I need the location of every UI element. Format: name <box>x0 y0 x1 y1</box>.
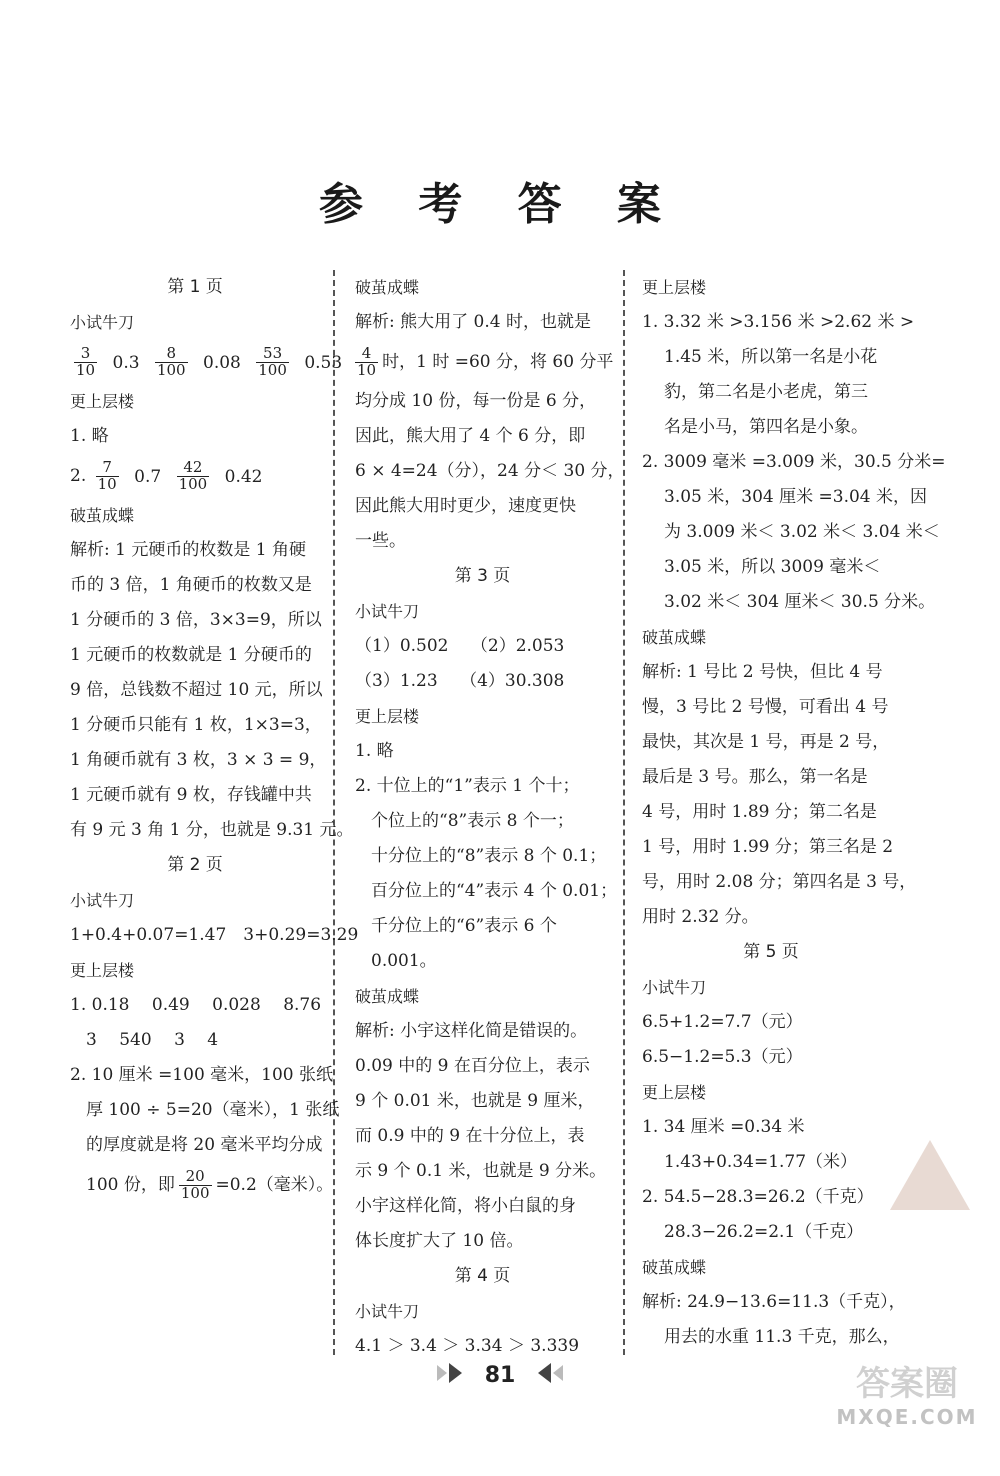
text-line: 3.05 米，所以 3009 毫米＜ <box>664 557 881 577</box>
text-line: 示 9 个 0.1 米，也就是 9 分米。 <box>355 1161 607 1181</box>
watermark-url: MXQE.COM <box>836 1405 978 1429</box>
watermark-text: 答案圈 <box>856 1364 958 1404</box>
answer-fraction-line <box>70 1163 334 1207</box>
text-line: 豹，第二名是小老虎，第三 <box>664 382 868 402</box>
text-line: 1 元硬币就有 9 枚，存钱罐中共 <box>70 785 312 805</box>
text-line: 千分位上的“6”表示 6 个 <box>371 916 557 936</box>
text-line: 1 分硬币只能有 1 枚，1×3=3， <box>70 715 322 735</box>
text-line: 最快，其次是 1 号，再是 2 号， <box>642 732 890 752</box>
answer-line: 1. 略 <box>70 426 109 446</box>
text-line: 体长度扩大了 10 倍。 <box>355 1231 524 1251</box>
section-heading-break: 破茧成蝶 <box>70 506 135 525</box>
column-2 <box>355 270 625 1364</box>
text-line: 币的 3 倍，1 角硬币的枚数又是 <box>70 575 312 595</box>
text-line: 4 号，用时 1.89 分；第二名是 <box>642 802 877 822</box>
item-number: 2. <box>70 466 87 486</box>
text-line: 9 个 0.01 米，也就是 9 厘米， <box>355 1091 595 1111</box>
text-line: 1 分硬币的 3 倍，3×3=9，所以 <box>70 610 322 630</box>
section-heading-try: 小试牛刀 <box>642 978 707 997</box>
text-line: 6 × 4=24（分），24 分＜ 30 分， <box>355 461 625 481</box>
text-line: 因此，熊大用了 4 个 6 分，即 <box>355 426 586 446</box>
section-heading-up: 更上层楼 <box>355 707 420 726</box>
section-heading-up: 更上层楼 <box>642 1083 707 1102</box>
text-line: 用时 2.32 分。 <box>642 907 759 927</box>
answer-line: 1. 0.18 0.49 0.028 8.76 <box>70 995 322 1015</box>
answer-line: 1. 略 <box>355 741 394 761</box>
decimal-value: 0.7 <box>134 466 162 487</box>
decorative-triangle <box>890 1140 970 1210</box>
text-line: 1.45 米，所以第一名是小花 <box>664 347 878 367</box>
text-line-with-fraction <box>355 340 614 384</box>
text-line: 解析: 1 元硬币的枚数是 1 角硬 <box>70 540 306 560</box>
section-heading-break: 破茧成蝶 <box>355 987 420 1006</box>
answer-line: 6.5+1.2=7.7（元） <box>642 1012 803 1032</box>
fraction: $\frac{3}{10}$ <box>76 344 96 379</box>
column-3 <box>642 270 946 1355</box>
answer-fractions-row-1 <box>70 340 343 384</box>
decimal-value: 0.53 <box>304 352 343 373</box>
text-line: 1 角硬币就有 3 枚，3 × 3 = 9， <box>70 750 327 770</box>
text-span: 100 份，即 <box>86 1175 175 1195</box>
text-line: 1 号，用时 1.99 分；第三名是 2 <box>642 837 894 857</box>
text-line: 0.001。 <box>371 951 437 971</box>
section-heading-break: 破茧成蝶 <box>355 278 420 297</box>
text-line: 2. 十位上的“1”表示 1 个十； <box>355 776 580 796</box>
text-line: 1 元硬币的枚数就是 1 分硬币的 <box>70 645 312 665</box>
text-line: 2. 10 厘米 =100 毫米，100 张纸 <box>70 1065 334 1085</box>
answer-line: （1）0.502 （2）2.053 <box>355 636 565 656</box>
text-span: 时，1 时 =60 分，将 60 分平 <box>382 352 614 372</box>
fraction: $\frac{4}{10}$ <box>357 344 377 379</box>
text-line: 个位上的“8”表示 8 个一； <box>371 811 574 831</box>
answer-line: 1+0.4+0.07=1.47 3+0.29=3.29 <box>70 925 359 945</box>
page-number: 81 <box>484 1363 516 1388</box>
answer-line: 6.5−1.2=5.3（元） <box>642 1047 803 1067</box>
text-line: 1. 3.32 米 >3.156 米 >2.62 米 > <box>642 312 915 332</box>
explanation-block-1 <box>70 533 354 848</box>
text-line: 厚 100 ÷ 5=20（毫米），1 张纸 <box>86 1100 340 1120</box>
text-line: 十分位上的“8”表示 8 个 0.1； <box>371 846 607 866</box>
text-line: 1.43+0.34=1.77（米） <box>664 1152 858 1172</box>
text-line: 解析: 熊大用了 0.4 时，也就是 <box>355 312 591 332</box>
text-line: 有 9 元 3 角 1 分，也就是 9.31 元。 <box>70 820 354 840</box>
section-heading-break: 破茧成蝶 <box>642 628 707 647</box>
page-title: 参 考 答 案 <box>319 179 681 230</box>
decimal-value: 0.3 <box>112 352 140 373</box>
column-1 <box>70 270 359 1207</box>
text-span: =0.2（毫米）。 <box>215 1175 334 1195</box>
text-line: 用去的水重 11.3 千克，那么， <box>664 1327 900 1347</box>
page-heading-2: 第 2 页 <box>167 855 223 875</box>
answer-line: （3）1.23 （4）30.308 <box>355 671 565 691</box>
page-heading-1: 第 1 页 <box>167 277 223 297</box>
text-line: 2. 3009 毫米 =3.009 米，30.5 分米= <box>642 452 946 472</box>
page-heading-5: 第 5 页 <box>743 942 799 962</box>
fraction: $\frac{8}{100}$ <box>156 344 186 379</box>
text-line: 小宇这样化简，将小白鼠的身 <box>355 1196 576 1216</box>
answer-line: 4.1 ＞ 3.4 ＞ 3.34 ＞ 3.339 <box>355 1336 580 1356</box>
section-heading-try: 小试牛刀 <box>70 891 135 910</box>
column-divider-2 <box>623 270 625 1355</box>
text-line: 解析: 小宇这样化简是错误的。 <box>355 1021 588 1041</box>
text-line: 名是小马，第四名是小象。 <box>664 417 868 437</box>
text-line: 一些。 <box>355 531 406 551</box>
decimal-value: 0.42 <box>224 466 263 487</box>
text-line: 为 3.009 米＜ 3.02 米＜ 3.04 米＜ <box>664 522 940 542</box>
text-line: 均分成 10 份，每一份是 6 分， <box>355 391 597 411</box>
text-line: 的厚度就是将 20 毫米平均分成 <box>86 1135 323 1155</box>
section-heading-try: 小试牛刀 <box>70 313 135 332</box>
text-line: 百分位上的“4”表示 4 个 0.01； <box>371 881 618 901</box>
text-line: 2. 54.5−28.3=26.2（千克） <box>642 1187 874 1207</box>
text-line: 9 倍，总钱数不超过 10 元，所以 <box>70 680 323 700</box>
text-line: 28.3−26.2=2.1（千克） <box>664 1222 864 1242</box>
text-line: 1. 34 厘米 =0.34 米 <box>642 1117 805 1137</box>
text-line: 慢，3 号比 2 号慢，可看出 4 号 <box>642 697 889 717</box>
text-line: 号，用时 2.08 分；第四名是 3 号， <box>642 872 917 892</box>
double-arrow-left-icon <box>531 1362 565 1390</box>
double-arrow-right-icon <box>435 1362 469 1390</box>
text-line: 3.02 米＜ 304 厘米＜ 30.5 分米。 <box>664 592 936 612</box>
text-line: 解析: 24.9−13.6=11.3（千克）， <box>642 1292 906 1312</box>
answer-line: 3 540 3 4 <box>86 1030 219 1050</box>
text-line: 最后是 3 号。那么，第一名是 <box>642 767 868 787</box>
column-divider-1 <box>333 270 335 1355</box>
text-line: 0.09 中的 9 在百分位上，表示 <box>355 1056 590 1076</box>
text-line: 解析: 1 号比 2 号快，但比 4 号 <box>642 662 883 682</box>
section-heading-up: 更上层楼 <box>642 278 707 297</box>
section-heading-break: 破茧成蝶 <box>642 1258 707 1277</box>
text-line: 3.05 米，304 厘米 =3.04 米，因 <box>664 487 928 507</box>
section-heading-up: 更上层楼 <box>70 961 135 980</box>
text-line: 而 0.9 中的 9 在十分位上，表 <box>355 1126 585 1146</box>
page-heading-4: 第 4 页 <box>454 1266 511 1286</box>
section-heading-try: 小试牛刀 <box>355 1302 420 1321</box>
text-line: 因此熊大用时更少，速度更快 <box>355 496 576 516</box>
section-heading-up: 更上层楼 <box>70 392 135 411</box>
fraction: $\frac{53}{100}$ <box>258 344 287 379</box>
page-heading-3: 第 3 页 <box>454 566 511 586</box>
fraction: $\frac{42}{100}$ <box>178 458 208 493</box>
decimal-value: 0.08 <box>203 352 241 373</box>
section-heading-try: 小试牛刀 <box>355 602 420 621</box>
watermark-logo <box>832 1356 982 1429</box>
answer-fractions-row-2 <box>70 454 320 498</box>
fraction: $\frac{7}{10}$ <box>97 458 117 493</box>
fraction: $\frac{20}{100}$ <box>180 1167 210 1202</box>
